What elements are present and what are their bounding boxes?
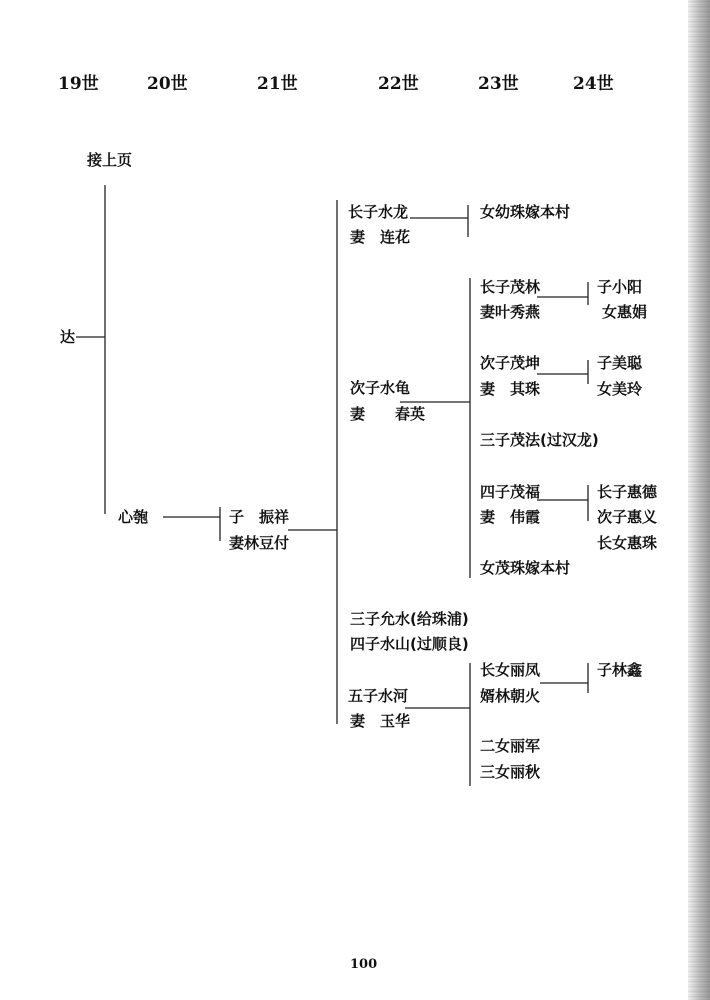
header-gen21: 21世: [257, 74, 298, 94]
gen22-son5: 五子水河: [348, 687, 409, 705]
header-gen23: 23世: [478, 74, 519, 94]
gen24-maokun-son: 子美聪: [597, 354, 643, 372]
gen22-son3: 三子允水(给珠浦): [350, 610, 469, 628]
gen23-maokun: 次子茂坤: [480, 354, 541, 372]
gen20-name: 心匏: [118, 508, 149, 526]
header-gen19: 19世: [58, 74, 99, 94]
gen22-son1: 长子水龙: [348, 203, 409, 221]
gen23-liqiu: 三女丽秋: [480, 763, 541, 781]
gen24-maofu-son1: 长子惠德: [597, 483, 658, 501]
gen23-maokun-wife: 妻 其珠: [480, 380, 541, 398]
continued-from-label: 接上页: [87, 151, 133, 169]
gen24-lifeng-son: 子林鑫: [597, 661, 643, 679]
gen22-son5-wife: 妻 玉华: [350, 712, 411, 730]
gen24-maofu-daughter1: 长女惠珠: [597, 534, 658, 552]
gen21-son: 子 振祥: [229, 508, 290, 526]
gen24-maofu-son2: 次子惠义: [597, 508, 658, 526]
gen24-maokun-daughter: 女美玲: [597, 380, 643, 398]
gen23-shuigui-daughter: 女茂珠嫁本村: [480, 559, 571, 577]
gen23-shuilong-daughter: 女幼珠嫁本村: [480, 203, 571, 221]
gen24-maolin-daughter: 女惠娟: [602, 303, 648, 321]
header-gen22: 22世: [378, 74, 419, 94]
header-gen24: 24世: [573, 74, 614, 94]
gen23-lijun: 二女丽军: [480, 737, 541, 755]
gen23-lifeng-husband: 婿林朝火: [480, 687, 541, 705]
gen24-maolin-son: 子小阳: [597, 278, 643, 296]
gen22-son2: 次子水龟: [350, 379, 411, 397]
gen22-son1-wife: 妻 连花: [350, 228, 411, 246]
gen23-maolin-wife: 妻叶秀燕: [480, 303, 541, 321]
gen23-lifeng: 长女丽凤: [480, 661, 541, 679]
gen21-wife: 妻林豆付: [229, 534, 290, 552]
gen23-maofu-wife: 妻 伟霞: [480, 508, 541, 526]
gen22-son4: 四子水山(过顺良): [350, 635, 469, 653]
gen22-son2-wife: 妻 春英: [350, 405, 426, 423]
gen23-maofa: 三子茂法(过汉龙): [480, 431, 599, 449]
gen23-maofu: 四子茂福: [480, 483, 541, 501]
gen23-maolin: 长子茂林: [480, 278, 541, 296]
page-number: 100: [350, 957, 378, 972]
header-gen20: 20世: [147, 74, 188, 94]
gen19-name: 达: [60, 328, 76, 346]
